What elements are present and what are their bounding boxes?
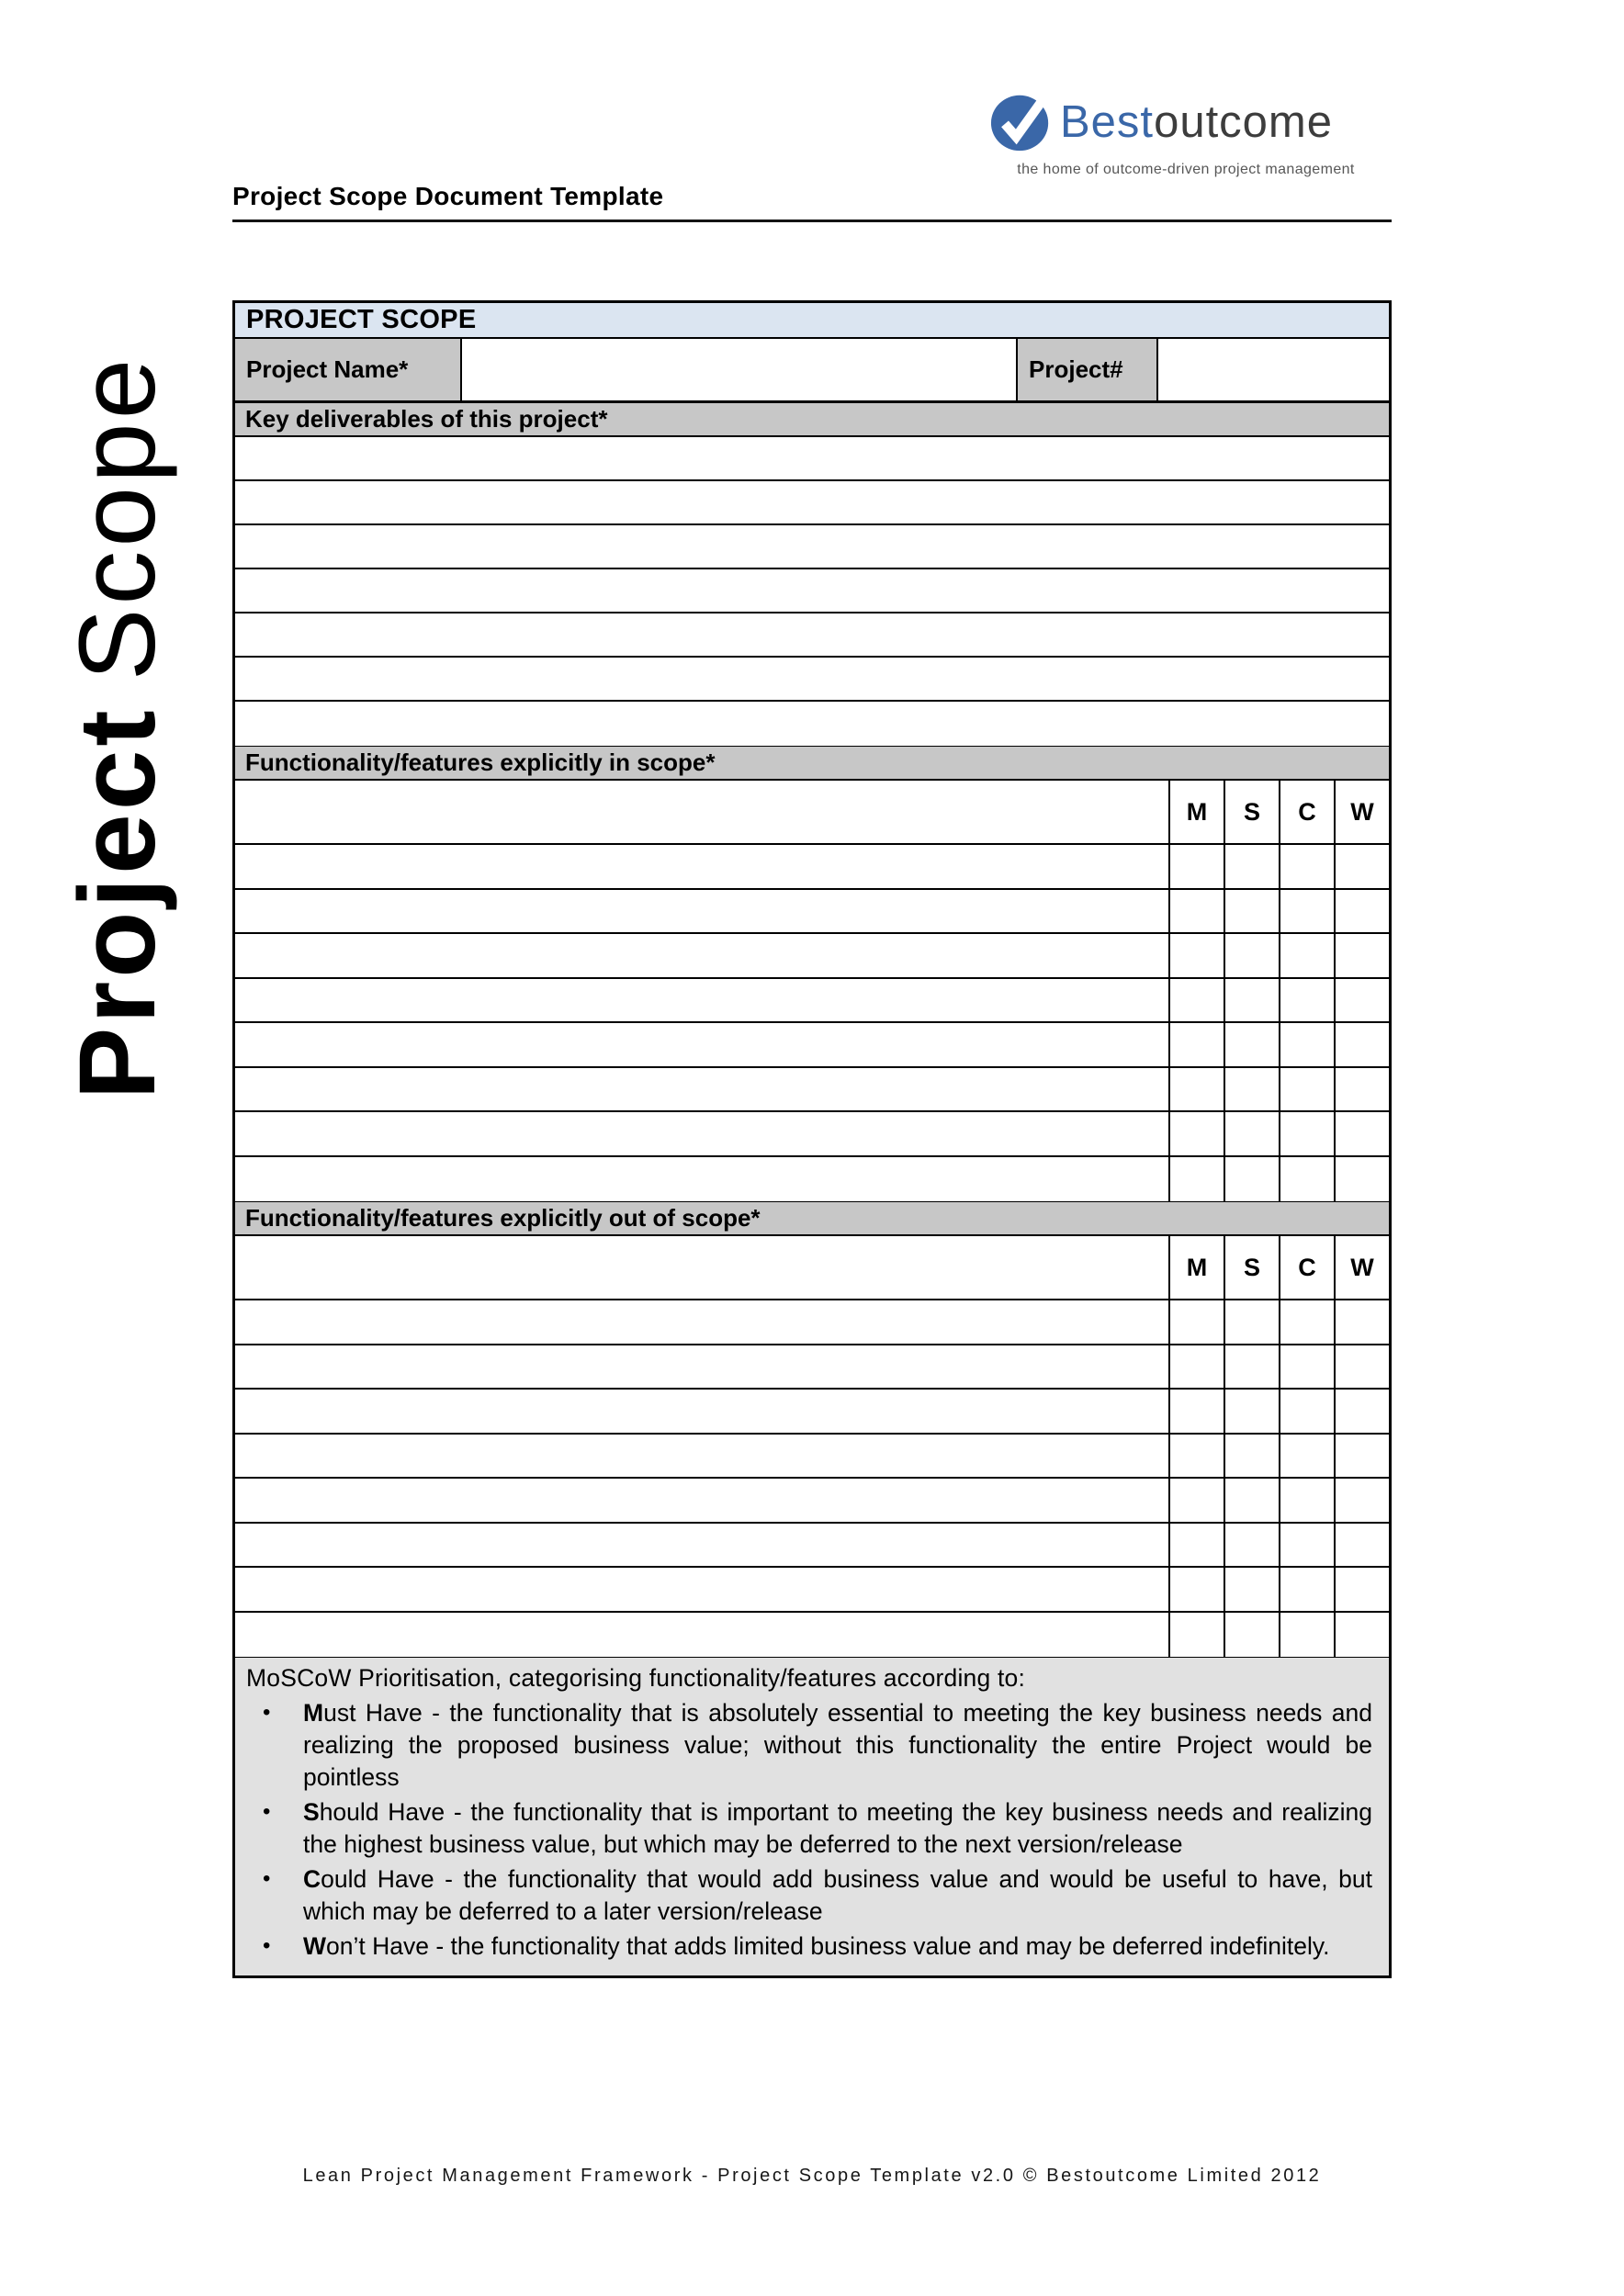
scope-item-cell[interactable] (235, 1390, 1168, 1433)
in-scope-priority-header-row (235, 781, 1389, 845)
moscow-bullet-could (246, 1863, 1374, 1928)
out-scope-input-row (235, 1613, 1389, 1658)
priority-m-cell[interactable] (1168, 1613, 1224, 1658)
deliverable-input-row[interactable] (235, 658, 1389, 702)
priority-w-cell[interactable] (1334, 1479, 1389, 1522)
checkmark-icon (990, 92, 1051, 152)
brand-tagline: the home of outcome-driven project management (1017, 162, 1355, 177)
priority-c-cell[interactable] (1279, 1068, 1334, 1111)
priority-s-cell[interactable] (1224, 1068, 1279, 1111)
priority-m-cell[interactable] (1168, 979, 1224, 1022)
vertical-label-scope: Scope (57, 355, 178, 681)
priority-s-cell[interactable] (1224, 1157, 1279, 1202)
deliverable-input-row[interactable] (235, 481, 1389, 525)
scope-item-cell[interactable] (235, 845, 1168, 888)
priority-c-cell[interactable] (1279, 1345, 1334, 1389)
priority-m-cell[interactable] (1168, 1112, 1224, 1155)
moscow-lead-c: C (303, 1864, 321, 1893)
priority-column-c: C (1279, 1236, 1334, 1299)
scope-item-cell[interactable] (235, 890, 1168, 933)
priority-m-cell[interactable] (1168, 1524, 1224, 1567)
bullet-icon: • (263, 1932, 271, 1958)
table-title-bar (235, 303, 1389, 339)
priority-column-s: S (1224, 1236, 1279, 1299)
scope-item-cell[interactable] (235, 934, 1168, 977)
page-footer: Lean Project Management Framework - Project Scope Template v2.0 © Bestoutcome Limited 2012 (302, 2166, 1322, 2186)
in-scope-input-row (235, 890, 1389, 935)
section-header-in-scope-label: Functionality/features explicitly in scope* (245, 748, 716, 776)
priority-s-cell[interactable] (1224, 1112, 1279, 1155)
priority-c-cell[interactable] (1279, 1023, 1334, 1066)
priority-m-cell[interactable] (1168, 1479, 1224, 1522)
priority-w-cell[interactable] (1334, 890, 1389, 933)
bullet-icon: • (263, 1798, 271, 1824)
priority-c-cell[interactable] (1279, 1435, 1334, 1478)
in-scope-input-row (235, 934, 1389, 979)
project-name-field[interactable] (460, 339, 1016, 400)
priority-m-cell[interactable] (1168, 1345, 1224, 1389)
out-scope-input-row (235, 1390, 1389, 1435)
priority-m-cell[interactable] (1168, 1300, 1224, 1344)
out-scope-input-row (235, 1524, 1389, 1569)
priority-c-cell[interactable] (1279, 1112, 1334, 1155)
priority-c-cell[interactable] (1279, 934, 1334, 977)
out-scope-input-row (235, 1568, 1389, 1613)
section-header-out-scope-label: Functionality/features explicitly out of scope* (245, 1204, 761, 1232)
priority-c-cell[interactable] (1279, 845, 1334, 888)
out-scope-item-header-cell[interactable] (235, 1236, 1168, 1299)
moscow-bullet-should-text (303, 1796, 1374, 1861)
doc-title: Project Scope Document Template (232, 182, 664, 210)
priority-c-cell[interactable] (1279, 1613, 1334, 1658)
vertical-page-label (44, 264, 191, 1191)
priority-s-cell[interactable] (1224, 845, 1279, 888)
doc-title-rule (232, 182, 1392, 222)
priority-w-cell[interactable] (1334, 979, 1389, 1022)
section-header-deliverables (235, 402, 1389, 437)
priority-s-cell[interactable] (1224, 1479, 1279, 1522)
table-title: PROJECT SCOPE (246, 305, 477, 334)
out-scope-input-row (235, 1345, 1389, 1390)
priority-c-cell[interactable] (1279, 1300, 1334, 1344)
priority-c-cell[interactable] (1279, 1479, 1334, 1522)
priority-w-cell[interactable] (1334, 1112, 1389, 1155)
priority-w-cell[interactable] (1334, 1068, 1389, 1111)
bullet-icon: • (263, 1865, 271, 1891)
out-scope-input-row (235, 1435, 1389, 1480)
deliverable-input-row[interactable] (235, 525, 1389, 569)
moscow-bullet-could-text (303, 1863, 1374, 1928)
priority-column-w: W (1334, 781, 1389, 843)
priority-c-cell[interactable] (1279, 1568, 1334, 1611)
in-scope-input-row (235, 845, 1389, 890)
priority-column-m: M (1168, 1236, 1224, 1299)
out-scope-rows (235, 1300, 1389, 1657)
priority-s-cell[interactable] (1224, 934, 1279, 977)
priority-c-cell[interactable] (1279, 1157, 1334, 1202)
scope-item-cell[interactable] (235, 1524, 1168, 1567)
priority-column-m: M (1168, 781, 1224, 843)
in-scope-input-row (235, 1068, 1389, 1113)
out-scope-input-row (235, 1479, 1389, 1524)
in-scope-rows (235, 845, 1389, 1201)
priority-m-cell[interactable] (1168, 1068, 1224, 1111)
priority-w-cell[interactable] (1334, 1157, 1389, 1202)
out-scope-priority-header-row (235, 1236, 1389, 1300)
priority-w-cell[interactable] (1334, 1568, 1389, 1611)
moscow-rest-c: ould Have - the functionality that would add business value and would be useful to have, but which may be deferred to a later version/release (303, 1864, 1372, 1925)
priority-s-cell[interactable] (1224, 890, 1279, 933)
priority-m-cell[interactable] (1168, 1568, 1224, 1611)
project-number-label: Project# (1016, 339, 1156, 400)
priority-m-cell[interactable] (1168, 1157, 1224, 1202)
priority-m-cell[interactable] (1168, 890, 1224, 933)
in-scope-input-row (235, 1023, 1389, 1068)
section-header-out-scope (235, 1201, 1389, 1236)
priority-w-cell[interactable] (1334, 1023, 1389, 1066)
bestoutcome-logo (990, 92, 1382, 178)
scope-item-cell[interactable] (235, 1112, 1168, 1155)
project-name-row (235, 339, 1389, 402)
priority-w-cell[interactable] (1334, 1435, 1389, 1478)
in-scope-input-row (235, 1112, 1389, 1157)
vertical-label-project: Project (57, 706, 178, 1100)
section-header-in-scope (235, 746, 1389, 781)
deliverable-input-row[interactable] (235, 702, 1389, 746)
priority-w-cell[interactable] (1334, 1524, 1389, 1567)
scope-item-cell[interactable] (235, 1068, 1168, 1111)
priority-s-cell[interactable] (1224, 1568, 1279, 1611)
priority-s-cell[interactable] (1224, 979, 1279, 1022)
priority-column-c: C (1279, 781, 1334, 843)
priority-c-cell[interactable] (1279, 1390, 1334, 1433)
moscow-explanation-box (235, 1657, 1389, 1975)
priority-c-cell[interactable] (1279, 1524, 1334, 1567)
priority-w-cell[interactable] (1334, 1300, 1389, 1344)
priority-s-cell[interactable] (1224, 1524, 1279, 1567)
moscow-bullet-wont (246, 1930, 1374, 1963)
project-name-label: Project Name* (235, 339, 460, 400)
brand-wordmark (1060, 96, 1333, 148)
priority-m-cell[interactable] (1168, 1435, 1224, 1478)
scope-item-cell[interactable] (235, 979, 1168, 1022)
scope-item-cell[interactable] (235, 1157, 1168, 1202)
priority-w-cell[interactable] (1334, 1390, 1389, 1433)
moscow-lead-w: W (303, 1931, 327, 1960)
priority-w-cell[interactable] (1334, 845, 1389, 888)
priority-w-cell[interactable] (1334, 1613, 1389, 1658)
moscow-bullet-must-text (303, 1697, 1374, 1794)
moscow-rest-m: ust Have - the functionality that is absolutely essential to meeting the key business needs and realizing the proposed business value; without this functionality the entire Project would be pointless (303, 1698, 1372, 1791)
project-number-field[interactable] (1156, 339, 1389, 400)
moscow-lead-s: S (303, 1797, 320, 1826)
scope-item-cell[interactable] (235, 1345, 1168, 1389)
priority-w-cell[interactable] (1334, 934, 1389, 977)
project-scope-table (232, 300, 1392, 1978)
in-scope-input-row (235, 979, 1389, 1024)
priority-s-cell[interactable] (1224, 1613, 1279, 1658)
in-scope-item-header-cell[interactable] (235, 781, 1168, 843)
deliverable-input-row[interactable] (235, 437, 1389, 481)
priority-c-cell[interactable] (1279, 979, 1334, 1022)
in-scope-input-row (235, 1157, 1389, 1202)
moscow-bullet-should (246, 1796, 1374, 1861)
priority-s-cell[interactable] (1224, 1023, 1279, 1066)
priority-s-cell[interactable] (1224, 1435, 1279, 1478)
moscow-bullet-must (246, 1697, 1374, 1794)
scope-item-cell[interactable] (235, 1300, 1168, 1344)
priority-s-cell[interactable] (1224, 1300, 1279, 1344)
priority-m-cell[interactable] (1168, 1390, 1224, 1433)
priority-s-cell[interactable] (1224, 1390, 1279, 1433)
moscow-heading: MoSCoW Prioritisation, categorising functionality/features according to: (246, 1664, 1026, 1692)
priority-m-cell[interactable] (1168, 1023, 1224, 1066)
deliverable-input-row[interactable] (235, 613, 1389, 658)
priority-column-w: W (1334, 1236, 1389, 1299)
out-scope-input-row (235, 1300, 1389, 1345)
priority-m-cell[interactable] (1168, 845, 1224, 888)
scope-item-cell[interactable] (235, 1023, 1168, 1066)
scope-item-cell[interactable] (235, 1479, 1168, 1522)
brand-outcome: outcome (1154, 97, 1333, 147)
moscow-lead-m: M (303, 1698, 324, 1727)
priority-column-s: S (1224, 781, 1279, 843)
scope-item-cell[interactable] (235, 1568, 1168, 1611)
priority-w-cell[interactable] (1334, 1345, 1389, 1389)
scope-item-cell[interactable] (235, 1435, 1168, 1478)
brand-best: Best (1060, 97, 1155, 147)
moscow-rest-s: hould Have - the functionality that is important to meeting the key business needs and realizing the highest business value, but which may be deferred to the next version/release (303, 1797, 1372, 1858)
scope-item-cell[interactable] (235, 1613, 1168, 1658)
priority-s-cell[interactable] (1224, 1345, 1279, 1389)
priority-m-cell[interactable] (1168, 934, 1224, 977)
deliverable-input-row[interactable] (235, 569, 1389, 613)
priority-c-cell[interactable] (1279, 890, 1334, 933)
deliverables-rows (235, 437, 1389, 746)
section-header-deliverables-label: Key deliverables of this project* (245, 405, 608, 433)
moscow-bullet-wont-text (303, 1930, 1374, 1963)
moscow-rest-w: on’t Have - the functionality that adds limited business value and may be deferred indefinitely. (326, 1931, 1330, 1960)
bullet-icon: • (263, 1699, 271, 1725)
